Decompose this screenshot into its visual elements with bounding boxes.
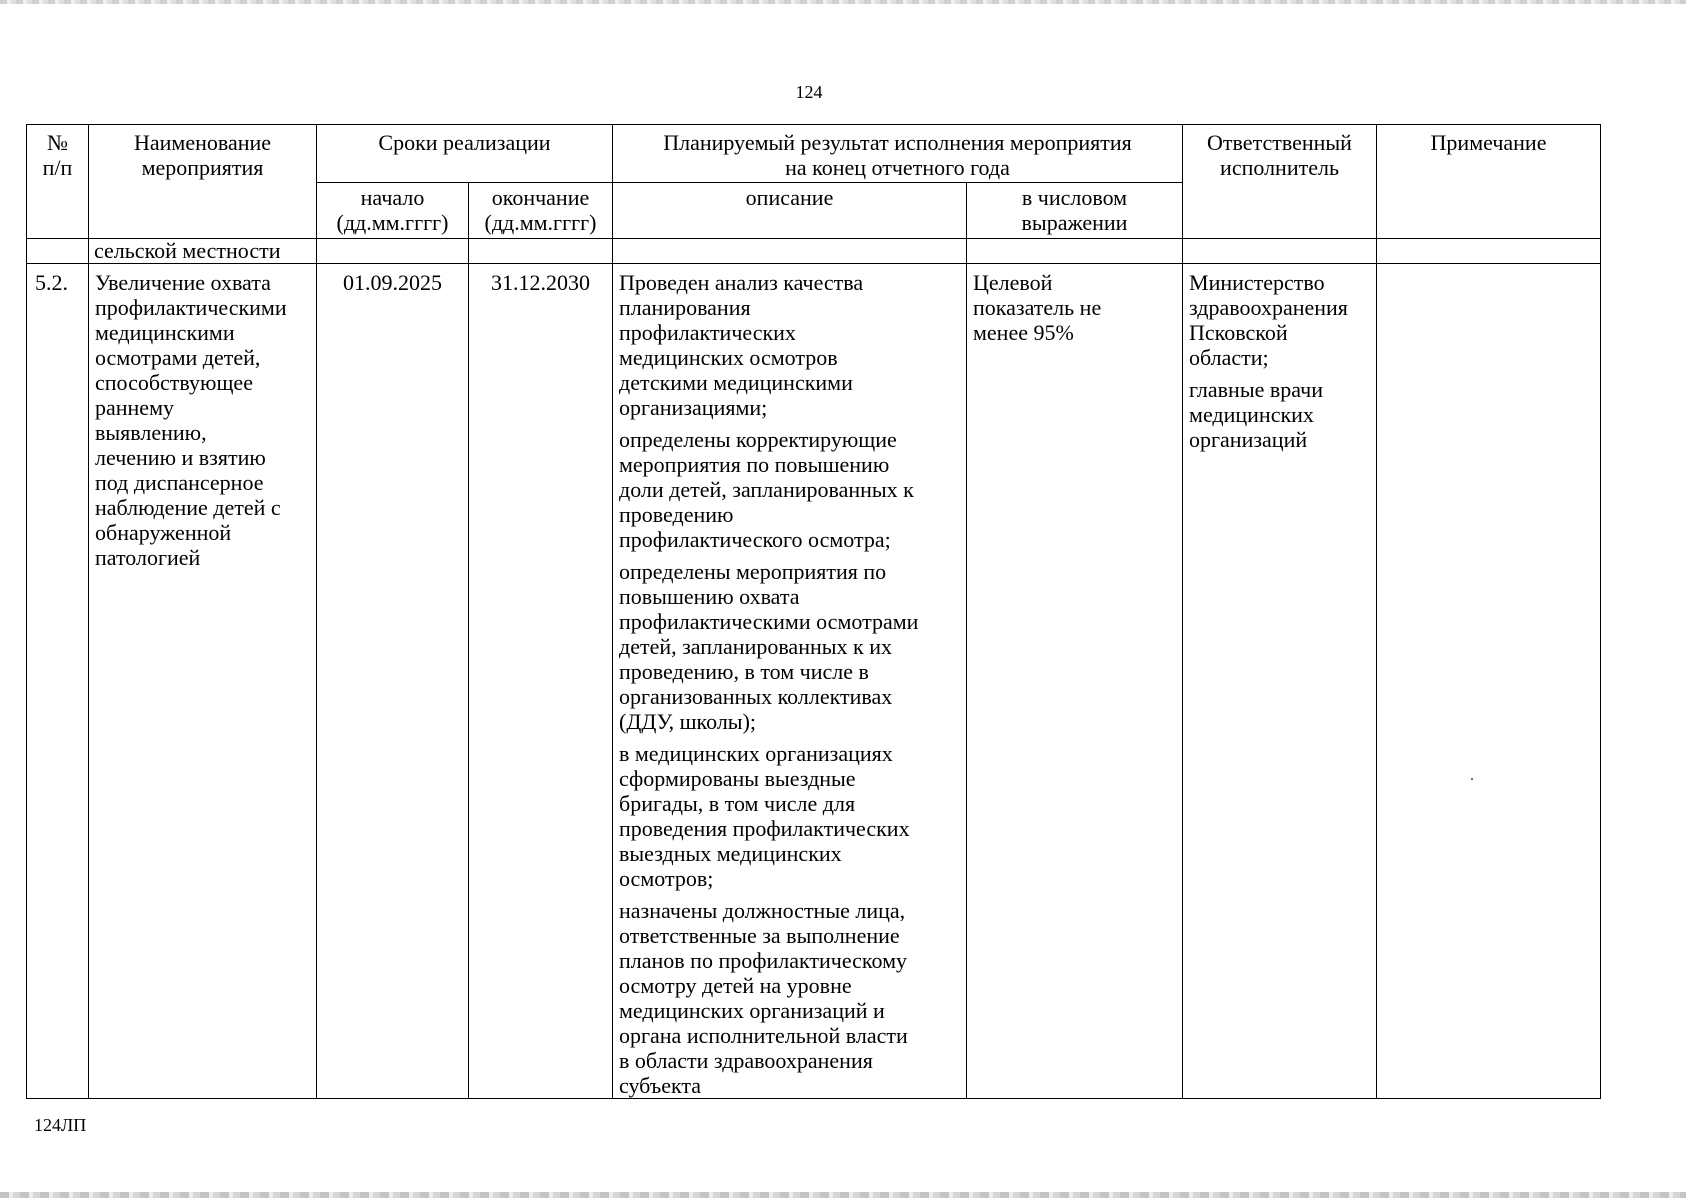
- header-row-1: [27, 125, 1601, 183]
- numeric-line: Целевой: [973, 270, 1053, 295]
- plan-table: [26, 124, 1601, 1099]
- description-line: субъекта: [619, 1073, 702, 1098]
- header-start: [317, 183, 469, 239]
- description-line: бригады, в том числе для: [619, 791, 856, 816]
- table-row: [27, 264, 1601, 1099]
- header-responsible-line-2: исполнитель: [1220, 155, 1339, 180]
- continuation-row: [27, 239, 1601, 264]
- description-line: органа исполнительной власти: [619, 1023, 908, 1048]
- continuation-num-cell: [27, 239, 89, 264]
- row-number: 5.2.: [27, 264, 89, 1099]
- description-line: организованных коллективах: [619, 684, 893, 709]
- description-line: повышению охвата: [619, 584, 800, 609]
- description-line: Проведен анализ качества: [619, 270, 864, 295]
- header-note-label: Примечание: [1430, 130, 1547, 155]
- row-note-cell: [1377, 264, 1601, 1099]
- responsible-line: организаций: [1189, 427, 1308, 452]
- row-name-line: лечению и взятию: [95, 445, 266, 470]
- scan-edge-bottom: [0, 1192, 1686, 1198]
- header-result-line-1: Планируемый результат исполнения мероприятия: [663, 130, 1132, 155]
- responsible-line: Псковской: [1189, 320, 1288, 345]
- description-line: детей, запланированных к их: [619, 634, 892, 659]
- row-name-line: осмотрами детей,: [95, 345, 261, 370]
- row-description-cell: [613, 264, 967, 1099]
- responsible-line: здравоохранения: [1189, 295, 1348, 320]
- header-name: [89, 125, 317, 239]
- footer-code: 124ЛП: [34, 1115, 87, 1135]
- description-line: ответственные за выполнение: [619, 923, 900, 948]
- continuation-description-cell: [613, 239, 967, 264]
- description-line: доли детей, запланированных к: [619, 477, 914, 502]
- continuation-text: сельской местности: [94, 238, 281, 263]
- header-num-line-1: №: [47, 130, 68, 155]
- scan-speck: [1471, 778, 1473, 780]
- row-name-line: профилактическими: [95, 295, 287, 320]
- description-line: организациями;: [619, 395, 768, 420]
- description-line: профилактических: [619, 320, 796, 345]
- description-line: планирования: [619, 295, 751, 320]
- description-paragraph: [619, 741, 960, 891]
- row-name-line: выявлению,: [95, 420, 207, 445]
- description-line: (ДДУ, школы);: [619, 709, 757, 734]
- description-line: выездных медицинских: [619, 841, 842, 866]
- header-end: [469, 183, 613, 239]
- description-line: осмотру детей на уровне: [619, 973, 852, 998]
- description-line: планов по профилактическому: [619, 948, 907, 973]
- continuation-end-cell: [469, 239, 613, 264]
- header-start-line-2: (дд.мм.гггг): [336, 210, 449, 235]
- description-paragraph: [619, 559, 960, 734]
- header-numeric: [967, 183, 1183, 239]
- description-line: в медицинских организациях: [619, 741, 893, 766]
- continuation-name-cell: [89, 239, 317, 264]
- continuation-responsible-cell: [1183, 239, 1377, 264]
- responsible-line: медицинских: [1189, 402, 1314, 427]
- row-name-line: патологией: [95, 545, 201, 570]
- row-name-line: Увеличение охвата: [95, 270, 271, 295]
- row-responsible-cell: [1183, 264, 1377, 1099]
- row-name-line: раннему: [95, 395, 174, 420]
- row-name-line: наблюдение детей с: [95, 495, 281, 520]
- description-line: проведению: [619, 502, 734, 527]
- header-description-label: описание: [745, 185, 834, 210]
- numeric-line: менее 95%: [973, 320, 1074, 345]
- description-line: определены корректирующие: [619, 427, 897, 452]
- responsible-paragraph: [1189, 270, 1370, 370]
- responsible-line: Министерство: [1189, 270, 1325, 295]
- description-line: медицинских организаций и: [619, 998, 885, 1023]
- page-number: 124: [795, 82, 823, 102]
- row-name-line: обнаруженной: [95, 520, 232, 545]
- header-end-line-2: (дд.мм.гггг): [484, 210, 597, 235]
- description-line: проведения профилактических: [619, 816, 910, 841]
- continuation-note-cell: [1377, 239, 1601, 264]
- header-result: [613, 125, 1183, 183]
- header-result-line-2: на конец отчетного года: [785, 155, 1010, 180]
- description-line: профилактическими осмотрами: [619, 609, 919, 634]
- responsible-line: главные врачи: [1189, 377, 1323, 402]
- description-line: в области здравоохранения: [619, 1048, 873, 1073]
- row-name-line: медицинскими: [95, 320, 235, 345]
- header-end-line-1: окончание: [491, 185, 590, 210]
- header-num: [27, 125, 89, 239]
- header-name-line-2: мероприятия: [141, 155, 264, 180]
- header-numeric-line-1: в числовом: [1021, 185, 1128, 210]
- row-name-cell: [89, 264, 317, 1099]
- description-line: проведению, в том числе в: [619, 659, 869, 684]
- description-line: определены мероприятия по: [619, 559, 887, 584]
- header-responsible: [1183, 125, 1377, 239]
- description-paragraph: [619, 427, 960, 552]
- description-line: детскими медицинскими: [619, 370, 853, 395]
- description-line: осмотров;: [619, 866, 714, 891]
- description-line: сформированы выездные: [619, 766, 856, 791]
- header-name-line-1: Наименование: [133, 130, 272, 155]
- description-line: мероприятия по повышению: [619, 452, 890, 477]
- row-numeric-cell: [967, 264, 1183, 1099]
- header-note: [1377, 125, 1601, 239]
- responsible-line: области;: [1189, 345, 1269, 370]
- continuation-numeric-cell: [967, 239, 1183, 264]
- row-start-date: 01.09.2025: [317, 264, 469, 1099]
- row-name-line: под диспансерное: [95, 470, 264, 495]
- header-numeric-line-2: выражении: [1021, 210, 1128, 235]
- responsible-paragraph: [1189, 377, 1370, 452]
- numeric-line: показатель не: [973, 295, 1102, 320]
- header-description: [613, 183, 967, 239]
- description-paragraph: [619, 898, 960, 1098]
- header-terms: [317, 125, 613, 183]
- row-end-date: 31.12.2030: [469, 264, 613, 1099]
- scan-edge-top: [0, 0, 1686, 4]
- header-start-line-1: начало: [360, 185, 425, 210]
- description-line: медицинских осмотров: [619, 345, 838, 370]
- header-responsible-line-1: Ответственный: [1207, 130, 1352, 155]
- continuation-start-cell: [317, 239, 469, 264]
- description-paragraph: [619, 270, 960, 420]
- description-line: профилактического осмотра;: [619, 527, 891, 552]
- row-name-line: способствующее: [95, 370, 253, 395]
- header-terms-label: Сроки реализации: [378, 130, 551, 155]
- header-num-line-2: п/п: [42, 155, 73, 180]
- description-line: назначены должностные лица,: [619, 898, 906, 923]
